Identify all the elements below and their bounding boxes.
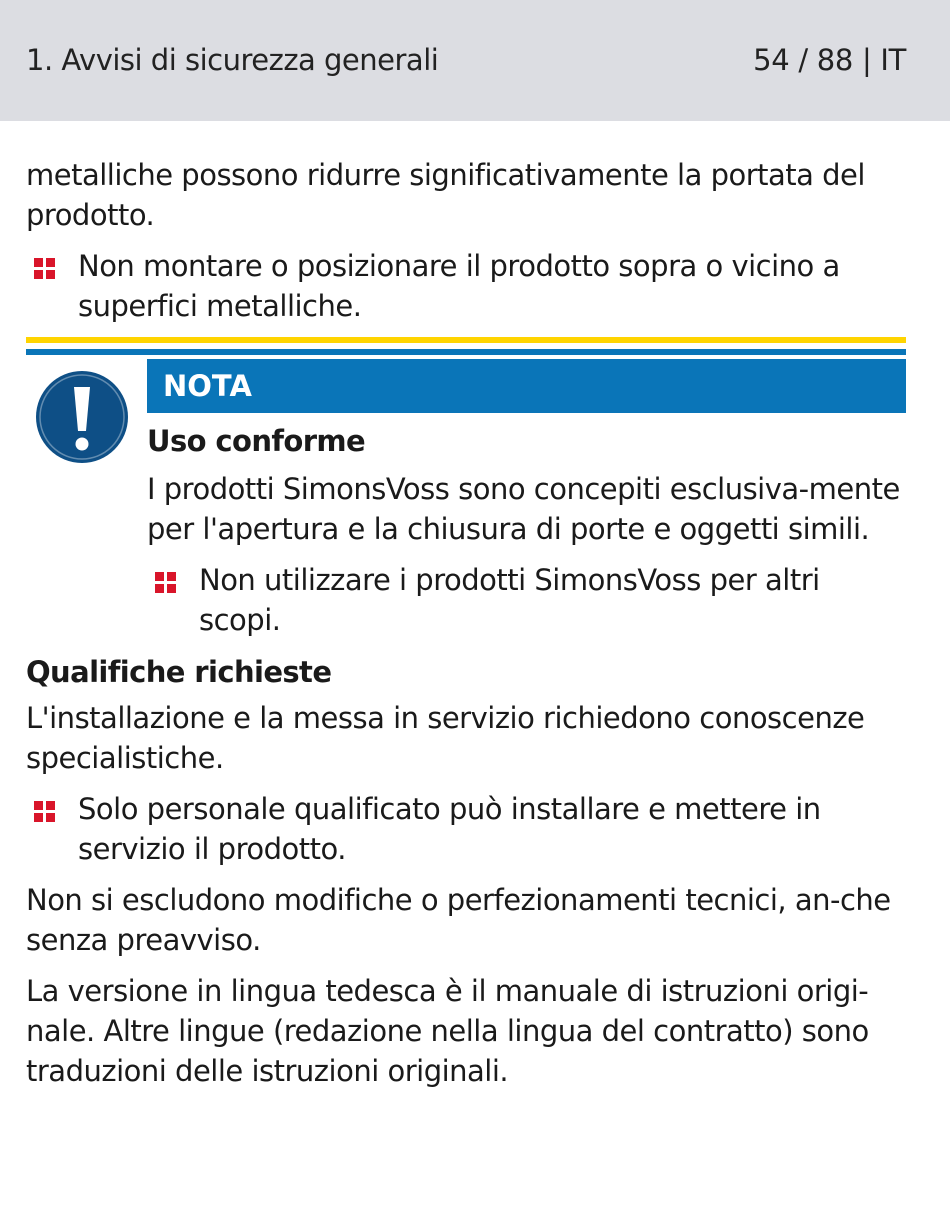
note-label: NOTA <box>147 359 906 413</box>
qualifications-heading: Qualifiche richieste <box>26 655 332 689</box>
note-body: I prodotti SimonsVoss sono concepiti esclusiva-mente per l'apertura e la chiusura di porte e oggetti simili. <box>147 472 900 546</box>
red-square-bullet-icon <box>34 258 55 279</box>
exclamation-icon <box>34 369 130 465</box>
note-divider <box>26 337 906 359</box>
intro-paragraph: metalliche possono ridurre significativamente la portata del prodotto. <box>26 158 865 232</box>
red-square-bullet-icon <box>34 801 55 822</box>
qualifications-bullet-text: Solo personale qualificato può installare e mettere in servizio il prodotto. <box>78 792 821 866</box>
page-header <box>0 0 950 121</box>
blue-rule <box>26 349 906 355</box>
intro-bullet-text: Non montare o posizionare il prodotto sopra o vicino a superfici metalliche. <box>78 249 840 323</box>
note-bullet <box>147 560 906 640</box>
closing-paragraph-2: La versione in lingua tedesca è il manuale di istruzioni origi-nale. Altre lingue (redazione nella lingua del contratto) sono traduzioni delle istruzioni originali. <box>26 974 869 1088</box>
page-content <box>26 155 906 1102</box>
qualifications-bullet <box>26 789 906 869</box>
yellow-rule <box>26 337 906 343</box>
page-number: 54 / 88 | IT <box>753 43 906 77</box>
closing-paragraph-1: Non si escludono modifiche o perfezionamenti tecnici, an-che senza preavviso. <box>26 883 891 957</box>
note-heading: Uso conforme <box>147 424 366 458</box>
note-bullet-text: Non utilizzare i prodotti SimonsVoss per altri scopi. <box>199 563 820 637</box>
red-square-bullet-icon <box>155 572 176 593</box>
section-title: 1. Avvisi di sicurezza generali <box>26 43 439 77</box>
qualifications-body: L'installazione e la messa in servizio richiedono conoscenze specialistiche. <box>26 701 865 775</box>
note-box <box>26 359 906 640</box>
intro-bullet <box>26 246 906 326</box>
